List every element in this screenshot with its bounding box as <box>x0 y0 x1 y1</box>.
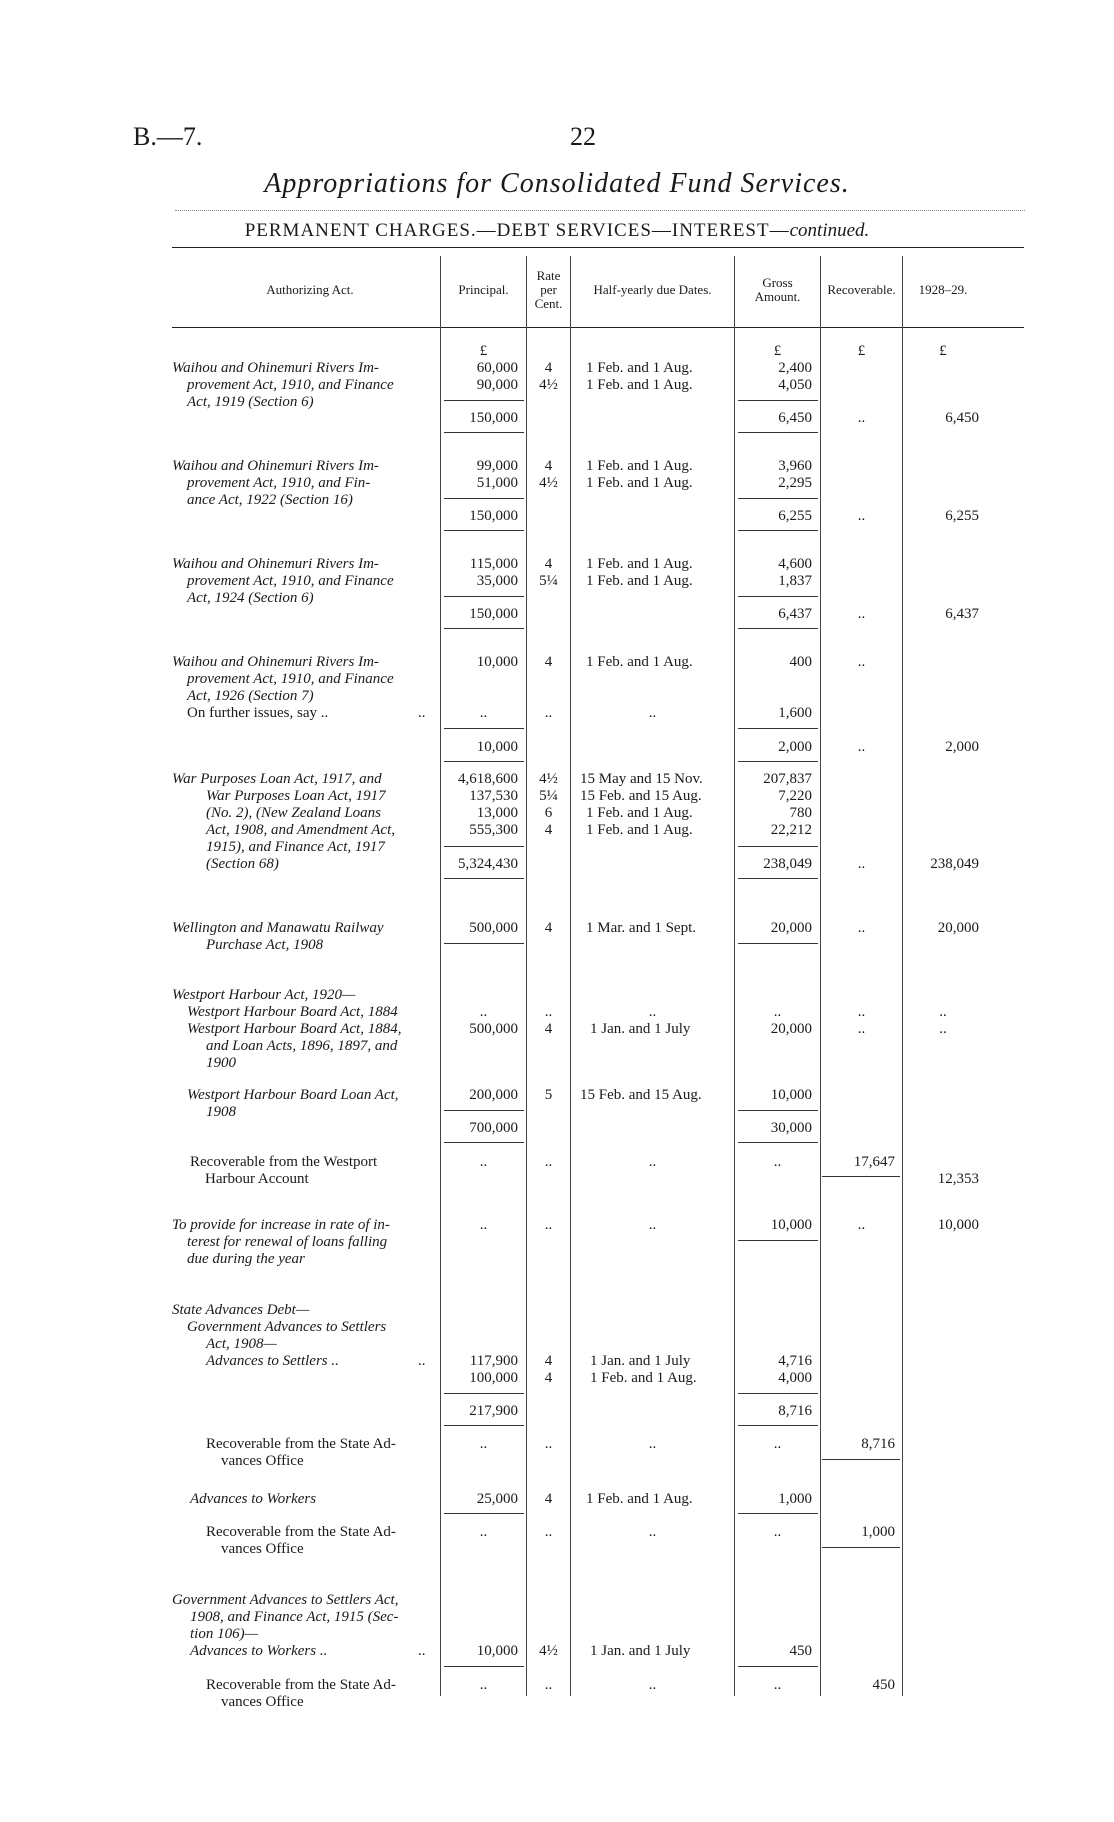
col-divider-dates <box>570 256 571 1696</box>
act-title: provement Act, 1910, and Fin- <box>187 475 371 491</box>
principal-total: 150,000 <box>469 410 518 426</box>
act-title: provement Act, 1910, and Finance <box>187 671 394 687</box>
gross-value: 1,000 <box>778 1491 812 1507</box>
year-value: 6,450 <box>945 410 979 426</box>
principal-value: 13,000 <box>476 805 518 821</box>
gross-total: 6,450 <box>778 410 812 426</box>
year-value: 20,000 <box>937 920 979 936</box>
due-dates: .. <box>648 1524 657 1540</box>
rate-value: 4 <box>544 360 553 376</box>
rate-value: .. <box>544 1154 553 1170</box>
total-rule <box>738 530 818 531</box>
recoverable-value: .. <box>857 856 866 872</box>
total-rule <box>444 628 524 629</box>
recoverable-value: .. <box>857 1021 866 1037</box>
due-dates: .. <box>648 1677 657 1693</box>
total-rule <box>738 1666 818 1667</box>
rate-value: .. <box>544 705 553 721</box>
gross-value: 4,600 <box>778 556 812 572</box>
rate-value: .. <box>544 1004 553 1020</box>
principal-value: 115,000 <box>469 556 518 572</box>
due-dates: 1 Feb. and 1 Aug. <box>586 573 693 589</box>
due-dates: .. <box>648 1154 657 1170</box>
act-title: Waihou and Ohinemuri Rivers Im- <box>172 654 379 670</box>
total-rule <box>738 1425 818 1426</box>
principal-value: 51,000 <box>476 475 518 491</box>
subtotal-rule <box>444 498 524 499</box>
act-title: Waihou and Ohinemuri Rivers Im- <box>172 556 379 572</box>
rate-value: 4½ <box>539 377 558 393</box>
due-dates: 1 Jan. and 1 July <box>590 1021 691 1037</box>
gross-value: 10,000 <box>770 1217 812 1233</box>
subtotal-rule <box>444 400 524 401</box>
due-dates: 15 Feb. and 15 Aug. <box>580 788 702 804</box>
principal-value: 10,000 <box>476 654 518 670</box>
total-rule <box>738 1240 818 1241</box>
subtotal-rule <box>444 1110 524 1111</box>
total-rule <box>444 1425 524 1426</box>
year-value: 6,437 <box>945 606 979 622</box>
rate-value: .. <box>544 1677 553 1693</box>
year-value: 12,353 <box>937 1171 979 1187</box>
act-title: terest for renewal of loans falling <box>187 1234 388 1250</box>
gross-value: 22,212 <box>770 822 812 838</box>
recoverable-value: .. <box>857 410 866 426</box>
col-divider-year <box>902 256 903 1696</box>
total-rule <box>444 530 524 531</box>
subtotal-rule <box>738 846 818 847</box>
rate-value: 6 <box>544 805 553 821</box>
subtotal-rule <box>738 596 818 597</box>
rate-value: 4 <box>544 458 553 474</box>
recoverable-label: Harbour Account <box>205 1171 309 1187</box>
rate-value: 5 <box>544 1087 553 1103</box>
recoverable-label: Recoverable from the State Ad- <box>206 1524 396 1540</box>
principal-value: 60,000 <box>476 360 518 376</box>
principal-value: 500,000 <box>469 1021 518 1037</box>
due-dates: 1 Feb. and 1 Aug. <box>586 822 693 838</box>
gross-value: 4,000 <box>778 1370 812 1386</box>
gross-total: 238,049 <box>763 856 812 872</box>
advances-workers-label: Advances to Workers .. <box>190 1643 328 1659</box>
subtotal-rule <box>738 1393 818 1394</box>
header-bottom-rule <box>172 327 1024 328</box>
gross-value: 20,000 <box>770 920 812 936</box>
act-title: 1900 <box>206 1055 236 1071</box>
act-title: Westport Harbour Board Act, 1884, <box>187 1021 402 1037</box>
act-title: due during the year <box>187 1251 305 1267</box>
act-title: and Loan Acts, 1896, 1897, and <box>206 1038 398 1054</box>
year-value: .. <box>939 1021 947 1037</box>
principal-value: 90,000 <box>476 377 518 393</box>
column-header-dates: Half-yearly due Dates. <box>593 282 712 297</box>
gross-total: 6,437 <box>778 606 812 622</box>
recoverable-value: .. <box>857 920 866 936</box>
subtotal-rule <box>738 1110 818 1111</box>
total-rule <box>444 878 524 879</box>
rate-value: .. <box>544 1217 553 1233</box>
year-value: 10,000 <box>937 1217 979 1233</box>
column-header-rate: Rate per Cent. <box>534 268 563 311</box>
currency-year: £ <box>939 343 947 359</box>
recoverable-label: Recoverable from the Westport <box>190 1154 378 1170</box>
act-title: provement Act, 1910, and Finance <box>187 377 394 393</box>
column-header-recoverable: Recoverable. <box>827 282 896 297</box>
rate-value: 4½ <box>539 475 558 491</box>
total-rule <box>738 878 818 879</box>
recoverable-value: 8,716 <box>861 1436 895 1452</box>
act-title: Government Advances to Settlers Act, <box>172 1592 399 1608</box>
year-value: 2,000 <box>945 739 979 755</box>
principal-value: .. <box>479 705 488 721</box>
gross-value: 207,837 <box>763 771 812 787</box>
advances-workers-label: Advances to Workers <box>190 1491 317 1507</box>
due-dates: 1 Feb. and 1 Aug. <box>586 377 693 393</box>
year-value: 6,255 <box>945 508 979 524</box>
total-rule <box>822 1459 900 1460</box>
total-rule <box>738 628 818 629</box>
gross-value: 3,960 <box>778 458 812 474</box>
column-header-year: 1928–29. <box>918 282 968 297</box>
gross-value: 1,837 <box>778 573 812 589</box>
due-dates: .. <box>648 1436 657 1452</box>
act-title: Act, 1908, and Amendment Act, <box>206 822 395 838</box>
year-value: .. <box>939 1004 947 1020</box>
page-number: 22 <box>570 122 596 151</box>
gross-total: 30,000 <box>770 1120 812 1136</box>
total-rule <box>444 761 524 762</box>
principal-value: 500,000 <box>469 920 518 936</box>
rate-value: 5¼ <box>539 573 558 589</box>
due-dates: 1 Feb. and 1 Aug. <box>586 805 693 821</box>
recoverable-value: 1,000 <box>861 1524 895 1540</box>
currency-recoverable: £ <box>857 343 866 359</box>
column-header-act: Authorizing Act. <box>266 282 354 297</box>
act-title: Westport Harbour Act, 1920— <box>172 987 356 1003</box>
year-value: 238,049 <box>930 856 979 872</box>
column-header-principal: Principal. <box>458 282 509 297</box>
act-title: State Advances Debt— <box>172 1302 310 1318</box>
recoverable-value: .. <box>857 739 866 755</box>
subtotal-rule <box>738 728 818 729</box>
act-title: (Section 68) <box>206 856 279 872</box>
subtotal-rule <box>444 596 524 597</box>
gross-value: 450 <box>789 1643 812 1659</box>
act-title: Act, 1919 (Section 6) <box>187 394 314 410</box>
act-title: Act, 1924 (Section 6) <box>187 590 314 606</box>
recoverable-value: 450 <box>872 1677 895 1693</box>
act-title: provement Act, 1910, and Finance <box>187 573 394 589</box>
due-dates: 1 Feb. and 1 Aug. <box>586 1491 693 1507</box>
principal-value: 117,900 <box>469 1353 518 1369</box>
act-title: Act, 1926 (Section 7) <box>187 688 314 704</box>
principal-value: 100,000 <box>469 1370 518 1386</box>
act-title: 1908, and Finance Act, 1915 (Sec- <box>190 1609 399 1625</box>
gross-value: 780 <box>789 805 812 821</box>
recoverable-value: .. <box>857 654 866 670</box>
principal-total: 5,324,430 <box>458 856 518 872</box>
principal-total: 150,000 <box>469 508 518 524</box>
act-title: Westport Harbour Board Loan Act, <box>187 1087 399 1103</box>
principal-value: 200,000 <box>469 1087 518 1103</box>
rate-value: 4 <box>544 1021 553 1037</box>
subtotal-rule <box>444 1393 524 1394</box>
subtotal-rule <box>444 728 524 729</box>
total-rule <box>822 1176 900 1177</box>
due-dates: 1 Jan. and 1 July <box>590 1643 691 1659</box>
act-title: Westport Harbour Board Act, 1884 <box>187 1004 398 1020</box>
gross-total: 2,000 <box>778 739 812 755</box>
rate-value: 4 <box>544 1491 553 1507</box>
rate-value: 4 <box>544 920 553 936</box>
act-title: Purchase Act, 1908 <box>206 937 324 953</box>
rate-value: .. <box>544 1436 553 1452</box>
currency-gross: £ <box>773 343 782 359</box>
section-subtitle: PERMANENT CHARGES.—DEBT SERVICES—INTEREST—continued. <box>244 220 870 241</box>
gross-value: 1,600 <box>778 705 812 721</box>
recoverable-label: vances Office <box>221 1541 304 1557</box>
principal-value: 555,300 <box>469 822 518 838</box>
due-dates: .. <box>648 1004 657 1020</box>
total-rule <box>444 432 524 433</box>
principal-value: .. <box>479 1436 488 1452</box>
act-title: War Purposes Loan Act, 1917, and <box>172 771 382 787</box>
recoverable-value: .. <box>857 1004 866 1020</box>
total-rule <box>444 943 524 944</box>
principal-value: .. <box>479 1004 488 1020</box>
column-header-gross: Gross Amount. <box>754 275 801 304</box>
gross-total: 8,716 <box>778 1403 812 1419</box>
act-title: 1915), and Finance Act, 1917 <box>206 839 385 855</box>
act-title: To provide for increase in rate of in- <box>172 1217 390 1233</box>
total-rule <box>738 761 818 762</box>
advances-settlers-label: Advances to Settlers .. <box>206 1353 339 1369</box>
total-rule <box>738 1513 818 1514</box>
total-rule <box>822 1547 900 1548</box>
gross-value: 10,000 <box>770 1087 812 1103</box>
subtotal-rule <box>738 400 818 401</box>
total-rule <box>444 1666 524 1667</box>
leader-dots: .. <box>418 705 426 721</box>
gross-value: 2,400 <box>778 360 812 376</box>
leader-dots: .. <box>418 1643 426 1659</box>
principal-value: 35,000 <box>476 573 518 589</box>
due-dates: 1 Jan. and 1 July <box>590 1353 691 1369</box>
recoverable-label: vances Office <box>221 1453 304 1469</box>
principal-value: 99,000 <box>476 458 518 474</box>
page-title: Appropriations for Consolidated Fund Services. <box>264 168 850 199</box>
act-title: Government Advances to Settlers <box>187 1319 387 1335</box>
act-title: 1908 <box>206 1104 236 1120</box>
act-title: Waihou and Ohinemuri Rivers Im- <box>172 360 379 376</box>
principal-total: 150,000 <box>469 606 518 622</box>
rate-value: 4 <box>544 1370 553 1386</box>
total-rule <box>444 1513 524 1514</box>
gross-value: 7,220 <box>778 788 812 804</box>
principal-value: .. <box>479 1154 488 1170</box>
rate-value: 4½ <box>539 1643 558 1659</box>
act-title: Act, 1908— <box>206 1336 277 1352</box>
principal-total: 700,000 <box>469 1120 518 1136</box>
recoverable-value: .. <box>857 508 866 524</box>
principal-value: .. <box>479 1524 488 1540</box>
recoverable-label: Recoverable from the State Ad- <box>206 1677 396 1693</box>
leader-dots: .. <box>418 1353 426 1369</box>
act-title: Waihou and Ohinemuri Rivers Im- <box>172 458 379 474</box>
gross-value: 4,050 <box>778 377 812 393</box>
currency-principal: £ <box>479 343 488 359</box>
recoverable-label: Recoverable from the State Ad- <box>206 1436 396 1452</box>
rate-value: 4 <box>544 556 553 572</box>
principal-value: 10,000 <box>476 1643 518 1659</box>
due-dates: 1 Feb. and 1 Aug. <box>586 654 693 670</box>
recoverable-value: .. <box>857 1217 866 1233</box>
act-title: ance Act, 1922 (Section 16) <box>187 492 353 508</box>
due-dates: .. <box>648 1217 657 1233</box>
due-dates: 1 Feb. and 1 Aug. <box>590 1370 697 1386</box>
principal-value: 4,618,600 <box>458 771 518 787</box>
principal-total: 10,000 <box>476 739 518 755</box>
act-title: (No. 2), (New Zealand Loans <box>206 805 382 821</box>
document-reference: B.—7. <box>133 122 203 151</box>
gross-value: 2,295 <box>778 475 812 491</box>
gross-value: .. <box>773 1004 782 1020</box>
subtotal-rule <box>444 846 524 847</box>
gross-value: .. <box>773 1677 782 1693</box>
further-issues-label: On further issues, say .. <box>187 705 329 721</box>
gross-value: .. <box>773 1436 782 1452</box>
due-dates: 1 Feb. and 1 Aug. <box>586 475 693 491</box>
gross-value: 4,716 <box>778 1353 812 1369</box>
act-title: Wellington and Manawatu Railway <box>172 920 384 936</box>
principal-value: 137,530 <box>469 788 518 804</box>
rate-value: 4½ <box>539 771 558 787</box>
due-dates: 1 Feb. and 1 Aug. <box>586 360 693 376</box>
rate-value: 4 <box>544 822 553 838</box>
principal-total: 217,900 <box>469 1403 518 1419</box>
act-title: War Purposes Loan Act, 1917 <box>206 788 386 804</box>
table-top-rule <box>172 247 1024 248</box>
principal-value: .. <box>479 1677 488 1693</box>
gross-value: 20,000 <box>770 1021 812 1037</box>
rate-value: 4 <box>544 1353 553 1369</box>
recoverable-value: .. <box>857 606 866 622</box>
recoverable-label: vances Office <box>221 1694 304 1710</box>
gross-value: .. <box>773 1524 782 1540</box>
total-rule <box>738 432 818 433</box>
title-divider <box>175 210 1025 211</box>
principal-value: .. <box>479 1217 488 1233</box>
due-dates: 1 Feb. and 1 Aug. <box>586 556 693 572</box>
gross-total: 6,255 <box>778 508 812 524</box>
gross-value: .. <box>773 1154 782 1170</box>
col-divider-recoverable <box>820 256 821 1696</box>
due-dates: 1 Mar. and 1 Sept. <box>586 920 696 936</box>
total-rule <box>738 1142 818 1143</box>
rate-value: 4 <box>544 654 553 670</box>
due-dates: 15 Feb. and 15 Aug. <box>580 1087 702 1103</box>
principal-value: 25,000 <box>476 1491 518 1507</box>
total-rule <box>738 943 818 944</box>
due-dates: 1 Feb. and 1 Aug. <box>586 458 693 474</box>
due-dates: .. <box>648 705 657 721</box>
rate-value: .. <box>544 1524 553 1540</box>
due-dates: 15 May and 15 Nov. <box>580 771 703 787</box>
act-title: tion 106)— <box>190 1626 258 1642</box>
recoverable-value: 17,647 <box>853 1154 895 1170</box>
rate-value: 5¼ <box>539 788 558 804</box>
gross-value: 400 <box>789 654 812 670</box>
subtotal-rule <box>738 498 818 499</box>
total-rule <box>444 1142 524 1143</box>
